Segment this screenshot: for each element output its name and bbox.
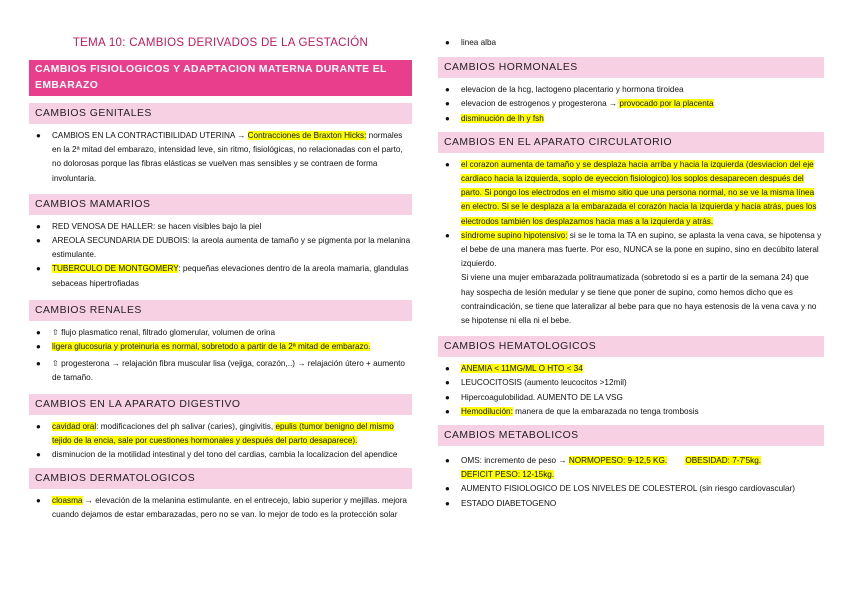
list-item: ● ESTADO DIABETOGENO [438, 497, 824, 511]
section-heading-metabolicos: CAMBIOS METABOLICOS [438, 425, 824, 446]
bullet-icon: ● [445, 38, 450, 47]
list-hematologicos [438, 362, 824, 419]
list-item: ● ligera glucosuria y proteinuria es normal, sobretodo a partir de la 2ª mitad de embarazo. [29, 340, 412, 354]
list-mamarios [29, 220, 412, 291]
list-item: ● OMS: incremento de peso → NORMOPESO: 9-12,5 KG. OBESIDAD: 7-7'5kg. DEFICIT PESO: 12-15kg. [445, 456, 762, 480]
list-item: ● linea alba [438, 36, 824, 50]
list-genitales [29, 129, 412, 186]
list-item: ● AREOLA SECUNDARIA DE DUBOIS: la areola aumenta de tamaño y se pigmenta por la melanina estimulante. [36, 236, 411, 260]
bullet-icon: ● [445, 406, 450, 416]
bullet-icon: ● [445, 85, 450, 95]
section-heading-renales: CAMBIOS RENALES [29, 300, 412, 321]
list-item: ● Hipercoagulobilidad. AUMENTO DE LA VSG [438, 391, 824, 405]
bullet-icon: ● [36, 264, 41, 274]
list-item: ● disminución de lh y fsh [438, 112, 824, 126]
bullet-icon: ● [445, 159, 450, 169]
bullet-icon: ● [445, 392, 450, 402]
list-item: ● síndrome supino hipotensivo: si se le toma la TA en supino, se aplasta la vena cava, se hipotensa y el bebe de una manera mas fuerte. Por eso, NUNCA se la pone en supino, sino en decúbito lateral izquierdo. [445, 230, 822, 269]
list-item: ● el corazon aumenta de tamaño y se desplaza hacia arriba y hacia la izquierda (desviacion del eje cardiaco hacia la izquierda, soplo de eyeccion fisiologico) los soplos desaparecen después del parto. Si pongo los electrodos en el mismo sitio que una persona normal, no se ve la misma línea en electro. Si se le desplaza a la embarazada el corazón hacia la izquierda y hacia atrás, pues los electrodos también los desplazamos hacia mas a la izquierda y atrás. [445, 159, 817, 226]
list-item: ● Hemodilución: manera de que la embarazada no tenga trombosis [438, 405, 824, 419]
main-section-header: CAMBIOS FISIOLOGICOS Y ADAPTACION MATERNA DURANTE EL EMBARAZO [29, 60, 412, 96]
bullet-icon: ● [36, 359, 41, 369]
list-digestivo [29, 420, 412, 463]
document-title: TEMA 10: CAMBIOS DERIVADOS DE LA GESTACIÓN [72, 37, 369, 49]
list-item: ● elevacion de estrogenos y progesterona → provocado por la placenta [438, 97, 824, 111]
list-item: ● ⇧ progesterona → relajación fibra muscular lisa (vejiga, corazón,..) → relajación útero + aumento de tamaño. [36, 359, 405, 383]
list-renales [29, 326, 412, 386]
bullet-icon: ● [445, 364, 450, 374]
bullet-icon: ● [445, 484, 450, 494]
bullet-icon: ● [36, 496, 41, 506]
list-item: ● elevacion de la hcg, lactogeno placentario y hormona tiroidea [438, 83, 824, 97]
bullet-icon: ● [36, 131, 41, 140]
list-hormonales [438, 83, 824, 126]
bullet-icon: ● [445, 378, 450, 388]
list-item: ● cavidad oral: modificaciones del ph salivar (caries), gingivitis, epulis (tumor benigno del mismo tejido de la encia, sale por cuestiones hormonales y después del parto desaparece). [36, 421, 394, 445]
list-item: ● cloasma → elevación de la melanina estimulante. en el entrecejo, labio superior y mejillas. mejora cuando dejamos de estar embarazadas, pero no se van. lo mejor de todo es la protección solar [36, 496, 407, 520]
list-item: ● ⇧ flujo plasmatico renal, filtrado glomerular, volumen de orina [29, 326, 412, 340]
list-item: ● CAMBIOS EN LA CONTRACTIBILIDAD UTERINA → Contracciones de Braxton Hicks: normales en la 2ª mitad del embarazo, intensidad leve, sin ritmo, fisiológicas, no relacionadas con el parto, no dolorosas porque las fibras elásticas se vuelven mas sensibles y se contraen de forma involuntaria. [36, 131, 403, 183]
bullet-icon: ● [445, 113, 450, 123]
bullet-icon: ● [36, 221, 41, 231]
bullet-icon: ● [445, 99, 450, 109]
list-top [438, 36, 824, 50]
list-item: ● disminucion de la motilidad intestinal y del tono del cardias, cambia la localizacion del apendice [29, 448, 412, 462]
section-heading-mamarios: CAMBIOS MAMARIOS [29, 194, 412, 215]
list-dermatologicos [29, 494, 412, 522]
bullet-icon: ● [36, 236, 41, 246]
list-item: ● RED VENOSA DE HALLER: se hacen visibles bajo la piel [29, 220, 412, 234]
section-heading-hormonales: CAMBIOS HORMONALES [438, 57, 824, 78]
list-metabolicos [438, 454, 824, 511]
section-heading-hematologicos: CAMBIOS HEMATOLOGICOS [438, 336, 824, 357]
list-item: ● TUBERCULO DE MONTGOMERY: pequeñas elevaciones dentro de la areola mamaria, glandulas sebaceas hipertrofiadas [36, 264, 409, 288]
bullet-icon: ● [445, 230, 450, 240]
section-heading-circulatorio: CAMBIOS EN EL APARATO CIRCULATORIO [438, 132, 824, 153]
section-heading-digestivo: CAMBIOS EN LA APARATO DIGESTIVO [29, 394, 412, 415]
bullet-icon: ● [36, 421, 41, 431]
list-item: ● ANEMIA < 11MG/ML O HTO < 34 [438, 362, 824, 376]
bullet-icon: ● [36, 450, 41, 460]
list-item: ● AUMENTO FISIOLOGICO DE LOS NIVELES DE COLESTEROL (sin riesgo cardiovascular) [438, 482, 824, 496]
bullet-icon: ● [36, 327, 41, 337]
section-heading-genitales: CAMBIOS GENITALES [29, 103, 412, 124]
left-column [29, 0, 412, 523]
supine-note: Si viene una mujer embarazada politraumatizada (sobretodo si es a partir de la semana 24) que hay sospecha de lesión medular y se tiene que poner de supino, como hemos dicho que es contraindicación, se tiene que lateralizar al bebe para que no haya estenosis de la vena cava y no se hipotense ni ella ni el bebe. [461, 273, 817, 326]
right-column [438, 0, 824, 511]
bullet-icon: ● [445, 498, 450, 508]
section-heading-dermatologicos: CAMBIOS DERMATOLOGICOS [29, 468, 412, 489]
list-circulatorio [438, 158, 824, 272]
bullet-icon: ● [36, 342, 41, 352]
bullet-icon: ● [445, 456, 450, 466]
list-item: ● LEUCOCITOSIS (aumento leucocitos >12mil) [438, 376, 824, 390]
